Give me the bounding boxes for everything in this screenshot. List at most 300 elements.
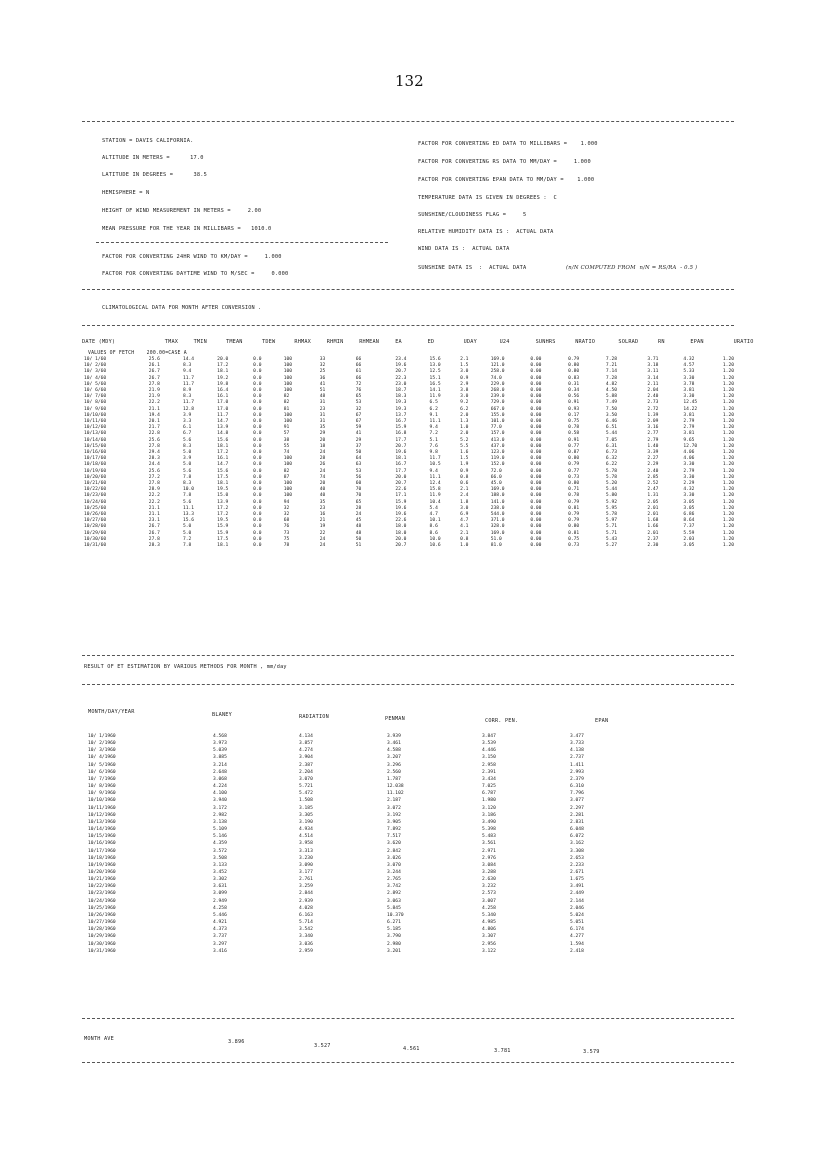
table-cell: 1.5 bbox=[460, 363, 469, 369]
table-row bbox=[88, 797, 630, 804]
table-cell: 0.00 bbox=[530, 388, 542, 394]
table-cell: 2.982 bbox=[213, 812, 227, 818]
table-cell: 1.8 bbox=[460, 499, 469, 505]
table-cell: 5.0 bbox=[182, 450, 192, 456]
clim-header-cell: EPAN bbox=[690, 339, 704, 345]
table-cell: 10/ 8/1960 bbox=[88, 784, 116, 790]
table-cell: 5.6 bbox=[182, 437, 192, 443]
table-cell: 2.187 bbox=[387, 798, 401, 804]
divider bbox=[96, 242, 388, 243]
table-cell: 3.186 bbox=[482, 812, 496, 818]
table-cell: 3.905 bbox=[387, 819, 401, 825]
table-cell: 0.58 bbox=[568, 431, 580, 437]
table-cell: 19.8 bbox=[217, 381, 229, 387]
table-cell: 18.3 bbox=[395, 394, 407, 400]
table-cell: 74 bbox=[319, 474, 326, 480]
table-cell: 2.79 bbox=[647, 437, 659, 443]
table-cell: 5.78 bbox=[605, 512, 617, 518]
table-cell: 17.0 bbox=[217, 406, 229, 412]
table-cell: 63 bbox=[355, 462, 362, 468]
table-cell: 17.2 bbox=[217, 505, 229, 511]
table-cell: 51 bbox=[319, 388, 326, 394]
table-cell: 1.980 bbox=[482, 798, 496, 804]
table-cell: 0.80 bbox=[568, 456, 580, 462]
table-cell: 1.20 bbox=[722, 530, 734, 536]
table-cell: 3.296 bbox=[387, 762, 401, 768]
table-cell: 100 bbox=[283, 493, 293, 499]
table-cell: 27.8 bbox=[148, 481, 160, 487]
table-cell: 2.05 bbox=[647, 499, 659, 505]
table-cell: 25 bbox=[319, 369, 326, 375]
table-cell: 4.446 bbox=[482, 748, 496, 754]
table-cell: 7.6 bbox=[429, 443, 438, 449]
table-cell: 2.09 bbox=[647, 419, 659, 425]
table-cell: 28.3 bbox=[148, 456, 160, 462]
clim-header-cell: ED bbox=[427, 339, 435, 345]
table-cell: 10/23/1960 bbox=[88, 891, 116, 897]
table-cell: 4.258 bbox=[482, 905, 496, 911]
table-row bbox=[88, 876, 630, 883]
table-cell: 6.9 bbox=[460, 512, 469, 518]
table-cell: 0.00 bbox=[530, 512, 542, 518]
table-cell: 3.81 bbox=[683, 412, 695, 418]
table-cell: 2.939 bbox=[299, 898, 313, 904]
table-cell: 18.1 bbox=[217, 443, 229, 449]
table-cell: 0.31 bbox=[568, 381, 580, 387]
table-cell: 6.163 bbox=[299, 912, 313, 918]
table-row bbox=[88, 890, 630, 897]
table-cell: 5.146 bbox=[213, 834, 227, 840]
table-row bbox=[88, 776, 630, 783]
table-cell: 2.648 bbox=[213, 769, 227, 775]
table-cell: 2.449 bbox=[570, 891, 584, 897]
table-cell: 2.52 bbox=[647, 481, 659, 487]
table-cell: 5.6 bbox=[182, 468, 192, 474]
month-ave-corr-pen: 3.781 bbox=[494, 1048, 511, 1054]
table-cell: 188.0 bbox=[490, 493, 505, 499]
table-cell: 7.8 bbox=[182, 543, 192, 549]
table-cell: 0.0 bbox=[253, 363, 262, 369]
table-cell: 6.22 bbox=[605, 462, 617, 468]
table-cell: 5.27 bbox=[605, 543, 617, 549]
table-cell: 21.1 bbox=[148, 505, 160, 511]
table-cell: 66 bbox=[355, 363, 362, 369]
table-cell: 3.05 bbox=[683, 505, 695, 511]
table-cell: 2.233 bbox=[570, 862, 584, 868]
table-cell: 16.4 bbox=[217, 388, 229, 394]
humidity-line: RELATIVE HUMIDITY DATA IS : ACTUAL DATA bbox=[418, 229, 554, 235]
table-cell: 53 bbox=[355, 468, 362, 474]
table-cell: 3.026 bbox=[387, 855, 401, 861]
table-cell: 0.0 bbox=[253, 499, 262, 505]
table-cell: 1.20 bbox=[722, 400, 734, 406]
table-cell: 25.6 bbox=[148, 437, 160, 443]
table-cell: 64 bbox=[355, 456, 362, 462]
table-cell: 1.20 bbox=[722, 425, 734, 431]
divider bbox=[82, 121, 734, 122]
table-cell: 3.138 bbox=[213, 819, 227, 825]
table-cell: 40 bbox=[319, 487, 326, 493]
result-header-cell: BLANEY bbox=[212, 712, 232, 718]
table-row bbox=[88, 747, 630, 754]
table-cell: 51.0 bbox=[490, 536, 502, 542]
table-cell: 3.305 bbox=[299, 812, 313, 818]
table-cell: 0.0 bbox=[253, 400, 262, 406]
table-cell: 17.1 bbox=[395, 493, 407, 499]
clim-header-cell: RHMEAN bbox=[359, 339, 380, 345]
month-ave-radiation: 3.527 bbox=[314, 1043, 331, 1049]
table-cell: 10/ 3/1960 bbox=[88, 748, 116, 754]
table-cell: 3.259 bbox=[299, 884, 313, 890]
table-cell: 10/ 9/60 bbox=[84, 406, 107, 412]
table-cell: 3.416 bbox=[213, 948, 227, 954]
month-ave-epan: 3.579 bbox=[583, 1049, 600, 1055]
table-cell: 0.0 bbox=[253, 456, 262, 462]
table-cell: 10/ 2/60 bbox=[84, 363, 107, 369]
table-cell: 16.8 bbox=[395, 431, 407, 437]
table-cell: 19.3 bbox=[395, 406, 407, 412]
table-cell: 10/ 7/60 bbox=[84, 394, 107, 400]
table-cell: 152.0 bbox=[490, 462, 505, 468]
table-cell: 3.230 bbox=[299, 855, 313, 861]
table-cell: 72 bbox=[355, 381, 362, 387]
table-cell: 169.0 bbox=[490, 530, 505, 536]
table-cell: 5.59 bbox=[683, 530, 695, 536]
wind-height-line: HEIGHT OF WIND MEASUREMENT IN METERS = 2.00 bbox=[102, 208, 262, 214]
table-row bbox=[88, 898, 630, 905]
table-cell: 2.03 bbox=[683, 536, 695, 542]
table-cell: 21 bbox=[319, 518, 326, 524]
table-cell: 3.313 bbox=[299, 848, 313, 854]
table-cell: 100 bbox=[283, 456, 293, 462]
table-cell: 10/ 3/60 bbox=[84, 369, 107, 375]
table-cell: 5.340 bbox=[482, 912, 496, 918]
table-cell: 11.1 bbox=[429, 474, 441, 480]
table-cell: 2.831 bbox=[570, 819, 584, 825]
table-cell: 19.6 bbox=[395, 450, 407, 456]
table-cell: 3.940 bbox=[213, 798, 227, 804]
table-cell: 20.7 bbox=[395, 543, 407, 549]
table-cell: 15.8 bbox=[429, 487, 441, 493]
clim-header-cell: U24 bbox=[499, 339, 510, 345]
table-cell: 10/27/1960 bbox=[88, 920, 116, 926]
table-cell: 48 bbox=[319, 394, 326, 400]
table-cell: 3.452 bbox=[213, 869, 227, 875]
factor-24hr-line: FACTOR FOR CONVERTING 24HR WIND TO KM/DAY = 1.000 bbox=[102, 254, 282, 260]
table-cell: 82 bbox=[283, 468, 290, 474]
table-cell: 0.00 bbox=[530, 456, 542, 462]
table-cell: 26.7 bbox=[148, 530, 160, 536]
table-cell: 157.0 bbox=[490, 431, 505, 437]
table-cell: 22.2 bbox=[148, 493, 160, 499]
table-cell: 2.204 bbox=[299, 769, 313, 775]
table-cell: 48 bbox=[355, 524, 362, 530]
table-cell: 0.0 bbox=[253, 425, 262, 431]
table-cell: 0.81 bbox=[568, 530, 580, 536]
table-cell: 5.6 bbox=[182, 499, 192, 505]
table-cell: 2.281 bbox=[570, 812, 584, 818]
table-cell: 10/ 7/1960 bbox=[88, 776, 116, 782]
table-cell: 3.539 bbox=[482, 741, 496, 747]
table-cell: 78 bbox=[283, 543, 290, 549]
table-row bbox=[88, 812, 630, 819]
table-cell: 10/31/1960 bbox=[88, 948, 116, 954]
factor-ed-line: FACTOR FOR CONVERTING ED DATA TO MILLIBARS = 1.000 bbox=[418, 141, 598, 147]
table-cell: 2.560 bbox=[387, 769, 401, 775]
table-cell: 3.8 bbox=[460, 388, 469, 394]
table-cell: 238.0 bbox=[490, 505, 505, 511]
table-cell: 36 bbox=[319, 375, 326, 381]
table-cell: 23.0 bbox=[395, 381, 407, 387]
table-cell: 9.4 bbox=[429, 468, 438, 474]
table-cell: 14.1 bbox=[429, 388, 441, 394]
table-cell: 0.0 bbox=[253, 462, 262, 468]
table-cell: 2.958 bbox=[482, 762, 496, 768]
table-cell: 1.20 bbox=[722, 462, 734, 468]
table-cell: 11.1 bbox=[429, 419, 441, 425]
table-cell: 1.20 bbox=[722, 543, 734, 549]
table-cell: 2.29 bbox=[683, 481, 695, 487]
table-cell: 3.0 bbox=[460, 369, 469, 375]
table-cell: 57 bbox=[283, 431, 290, 437]
table-cell: 1.39 bbox=[647, 412, 659, 418]
table-cell: 1.0 bbox=[460, 425, 469, 431]
table-cell: 4.82 bbox=[605, 381, 617, 387]
table-cell: 28 bbox=[319, 456, 326, 462]
table-cell: 5.44 bbox=[605, 431, 617, 437]
table-cell: 14.22 bbox=[683, 406, 698, 412]
table-cell: 0.0 bbox=[253, 437, 262, 443]
table-cell: 10/12/60 bbox=[84, 425, 107, 431]
month-ave-label: MONTH AVE bbox=[84, 1036, 114, 1042]
table-cell: 12.70 bbox=[683, 443, 698, 449]
table-cell: 15.0 bbox=[217, 493, 229, 499]
table-cell: 65 bbox=[355, 499, 362, 505]
table-cell: 0.00 bbox=[530, 425, 542, 431]
table-cell: 3.099 bbox=[213, 891, 227, 897]
table-cell: 74 bbox=[283, 450, 290, 456]
table-cell: 0.8 bbox=[460, 536, 469, 542]
table-cell: 1.411 bbox=[570, 762, 584, 768]
table-cell: 4.50 bbox=[605, 388, 617, 394]
table-cell: 0.81 bbox=[568, 505, 580, 511]
table-cell: 8.3 bbox=[182, 363, 192, 369]
table-cell: 22.2 bbox=[148, 499, 160, 505]
table-cell: 1.594 bbox=[570, 941, 584, 947]
table-cell: 5.109 bbox=[213, 827, 227, 833]
table-cell: 16.1 bbox=[217, 456, 229, 462]
table-cell: 7.28 bbox=[605, 375, 617, 381]
table-cell: 1.20 bbox=[722, 369, 734, 375]
table-cell: 5.0 bbox=[182, 462, 192, 468]
table-cell: 258.0 bbox=[490, 369, 505, 375]
table-cell: 2.573 bbox=[482, 891, 496, 897]
table-cell: 3.39 bbox=[647, 450, 659, 456]
table-cell: 7.8 bbox=[182, 493, 192, 499]
table-cell: 2.01 bbox=[647, 530, 659, 536]
table-cell: 2.653 bbox=[570, 855, 584, 861]
table-cell: 1.787 bbox=[387, 776, 401, 782]
table-cell: 5.039 bbox=[213, 748, 227, 754]
table-cell: 15.6 bbox=[217, 468, 229, 474]
pressure-line: MEAN PRESSURE FOR THE YEAR IN MILLIBARS = 1010.0 bbox=[102, 226, 272, 232]
table-cell: 32 bbox=[283, 512, 290, 518]
page-number: 132 bbox=[395, 72, 424, 90]
table-cell: 22.3 bbox=[395, 375, 407, 381]
table-cell: 2.892 bbox=[387, 891, 401, 897]
table-cell: 9.8 bbox=[429, 450, 438, 456]
table-cell: 3.81 bbox=[683, 431, 695, 437]
table-cell: 4.138 bbox=[570, 748, 584, 754]
table-cell: 67 bbox=[355, 419, 362, 425]
table-cell: 1.20 bbox=[722, 357, 734, 362]
clim-header-cell: TMEAN bbox=[226, 339, 243, 345]
table-cell: 16 bbox=[319, 512, 326, 518]
table-cell: 10/24/1960 bbox=[88, 898, 116, 904]
table-cell: 18.1 bbox=[217, 543, 229, 549]
table-cell: 6.787 bbox=[482, 791, 496, 797]
table-cell: 141.0 bbox=[490, 499, 505, 505]
table-cell: 268.0 bbox=[490, 388, 505, 394]
table-cell: 22.8 bbox=[148, 431, 160, 437]
table-cell: 81 bbox=[283, 406, 290, 412]
table-cell: 1.31 bbox=[647, 493, 659, 499]
table-cell: 12.038 bbox=[387, 784, 404, 790]
table-cell: 2.0 bbox=[460, 431, 469, 437]
table-cell: 14.7 bbox=[217, 419, 229, 425]
result-header-cell: MONTH/DAY/YEAR bbox=[88, 709, 135, 715]
table-cell: 26.7 bbox=[148, 524, 160, 530]
table-cell: 1.20 bbox=[722, 474, 734, 480]
table-cell: 20 bbox=[319, 437, 326, 443]
table-cell: 0.00 bbox=[530, 363, 542, 369]
table-cell: 32 bbox=[283, 505, 290, 511]
table-cell: 328.0 bbox=[490, 524, 505, 530]
table-cell: 0.80 bbox=[568, 524, 580, 530]
table-cell: 6.46 bbox=[605, 419, 617, 425]
table-cell: 35 bbox=[319, 425, 326, 431]
table-cell: 19.6 bbox=[395, 363, 407, 369]
table-cell: 3.244 bbox=[387, 869, 401, 875]
clim-header-cell: TMIN bbox=[193, 339, 207, 345]
table-cell: 4.06 bbox=[683, 450, 695, 456]
table-cell: 21.7 bbox=[148, 425, 160, 431]
table-cell: 3.307 bbox=[482, 934, 496, 940]
sunshine-note: (n/N COMPUTED FROM n/N = RS/RA - 0.5 ) bbox=[566, 265, 698, 271]
table-cell: 68 bbox=[283, 518, 290, 524]
table-cell: 5.472 bbox=[299, 791, 313, 797]
table-cell: 2.046 bbox=[570, 905, 584, 911]
table-cell: 0.79 bbox=[568, 462, 580, 468]
table-cell: 1.20 bbox=[722, 381, 734, 387]
table-cell: 5.44 bbox=[605, 487, 617, 493]
table-cell: 10/14/1960 bbox=[88, 827, 116, 833]
table-cell: 24 bbox=[319, 536, 326, 542]
table-cell: 3.007 bbox=[482, 898, 496, 904]
table-cell: 0.79 bbox=[568, 518, 580, 524]
table-cell: 3.177 bbox=[299, 869, 313, 875]
clim-header-cell: SUNHRS bbox=[535, 339, 556, 345]
table-cell: 7.796 bbox=[570, 791, 584, 797]
table-cell: 35 bbox=[319, 499, 326, 505]
table-cell: 7.2 bbox=[182, 536, 192, 542]
table-cell: 70 bbox=[355, 493, 362, 499]
table-cell: 2.980 bbox=[387, 941, 401, 947]
table-cell: 2.844 bbox=[299, 891, 313, 897]
table-cell: 5.92 bbox=[605, 499, 617, 505]
table-cell: 5.71 bbox=[605, 530, 617, 536]
table-cell: 0.0 bbox=[253, 443, 262, 449]
table-cell: 6.271 bbox=[387, 920, 401, 926]
table-cell: 3.11 bbox=[647, 369, 659, 375]
table-cell: 4.224 bbox=[213, 784, 227, 790]
table-cell: 5.20 bbox=[605, 481, 617, 487]
result-header-cell: RADIATION bbox=[299, 714, 329, 720]
table-cell: 0.00 bbox=[530, 437, 542, 443]
table-cell: 0.0 bbox=[253, 505, 262, 511]
table-cell: 2.85 bbox=[647, 474, 659, 480]
table-cell: 0.83 bbox=[568, 375, 580, 381]
table-cell: 121.0 bbox=[490, 363, 505, 369]
table-cell: 4.258 bbox=[213, 905, 227, 911]
table-cell: 3.542 bbox=[299, 927, 313, 933]
table-cell: 3.3 bbox=[182, 419, 192, 425]
table-cell: 0.91 bbox=[568, 400, 580, 406]
table-cell: 19.4 bbox=[148, 412, 160, 418]
table-cell: 4.277 bbox=[570, 934, 584, 940]
table-cell: 82 bbox=[283, 400, 290, 406]
table-cell: 3.30 bbox=[683, 474, 695, 480]
table-cell: 11.9 bbox=[429, 493, 441, 499]
table-cell: 91 bbox=[283, 425, 290, 431]
table-cell: 3.742 bbox=[387, 884, 401, 890]
table-cell: 13.9 bbox=[217, 499, 229, 505]
table-cell: 7.892 bbox=[387, 827, 401, 833]
table-cell: 10/16/1960 bbox=[88, 841, 116, 847]
fetch-line: VALUES OF FETCH 200.00=CASE A bbox=[88, 351, 187, 356]
table-cell: 10/ 4/1960 bbox=[88, 755, 116, 761]
table-row bbox=[88, 819, 630, 826]
table-cell: 8.3 bbox=[182, 443, 192, 449]
table-cell: 229.0 bbox=[490, 381, 505, 387]
table-cell: 2.737 bbox=[570, 755, 584, 761]
table-cell: 6.32 bbox=[605, 456, 617, 462]
table-cell: 4.06 bbox=[683, 456, 695, 462]
table-cell: 16.7 bbox=[395, 419, 407, 425]
table-cell: 16.5 bbox=[429, 381, 441, 387]
table-row bbox=[88, 740, 630, 747]
table-cell: 0.00 bbox=[530, 487, 542, 493]
table-cell: 66.0 bbox=[490, 474, 502, 480]
table-cell: 24 bbox=[319, 543, 326, 549]
table-cell: 7.2 bbox=[429, 431, 438, 437]
table-cell: 3.18 bbox=[647, 363, 659, 369]
table-cell: 10/22/60 bbox=[84, 487, 107, 493]
table-cell: 5.95 bbox=[605, 505, 617, 511]
table-cell: 10.4 bbox=[429, 499, 441, 505]
table-row bbox=[88, 919, 630, 926]
table-cell: 0.0 bbox=[253, 493, 262, 499]
table-cell: 29.4 bbox=[148, 450, 160, 456]
table-cell: 5.5 bbox=[460, 443, 469, 449]
table-cell: 10/19/1960 bbox=[88, 862, 116, 868]
table-cell: 81.0 bbox=[490, 543, 502, 549]
table-cell: 14.8 bbox=[217, 431, 229, 437]
table-row bbox=[88, 933, 630, 940]
table-cell: 0.0 bbox=[253, 450, 262, 456]
table-cell: 11.1 bbox=[182, 505, 195, 511]
table-cell: 10/21/1960 bbox=[88, 877, 116, 883]
